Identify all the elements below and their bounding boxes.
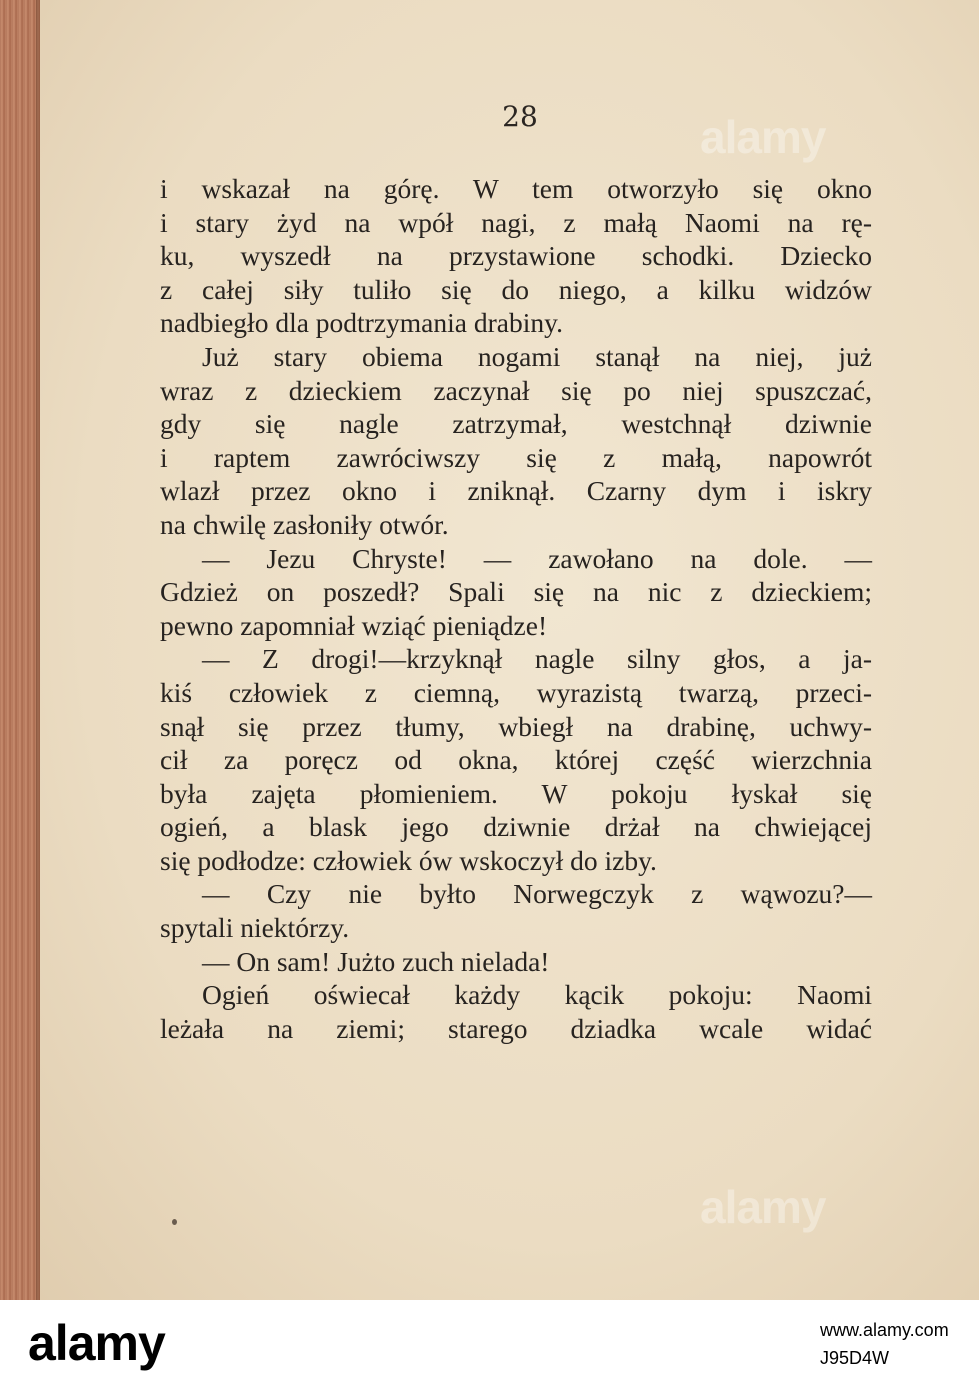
text-line: cił za poręcz od okna, której część wierzchnia xyxy=(160,744,872,776)
body-text xyxy=(160,172,872,1045)
book-page-edge xyxy=(0,0,40,1300)
ink-speck xyxy=(172,1219,177,1225)
alamy-logo: alamy xyxy=(28,1315,165,1371)
text-line: snął się przez tłumy, wbiegł na drabinę, uchwy- xyxy=(160,710,872,742)
text-line: gdy się nagle zatrzymał, westchnął dziwnie xyxy=(160,408,872,440)
text-line: — On sam! Jużto zuch nielada! xyxy=(202,945,550,977)
text-line: wraz z dzieckiem zaczynał się po niej spuszczać, xyxy=(160,374,872,406)
text-line: leżała na ziemi; starego dziadka wcale widać xyxy=(160,1012,872,1044)
text-line: i raptem zawróciwszy się z małą, napowrót xyxy=(160,441,872,473)
page-number: 28 xyxy=(502,100,538,133)
text-line: pewno zapomniał wziąć pieniądze! xyxy=(160,609,548,641)
text-line: spytali niektórzy. xyxy=(160,912,350,944)
text-line: na chwilę zasłoniły otwór. xyxy=(160,508,449,540)
image-id: J95D4W xyxy=(820,1348,890,1368)
text-line: Ogień oświecał każdy kącik pokoju: Naomi xyxy=(202,979,872,1011)
text-line: — Jezu Chryste! — zawołano na dole. — xyxy=(202,542,872,574)
text-line: i wskazał na górę. W tem otworzyło się okno xyxy=(160,173,872,204)
text-line: — Czy nie byłto Norwegczyk z wąwozu?— xyxy=(202,878,872,910)
text-line: — Z drogi!—krzyknął nagle silny głos, a ja- xyxy=(202,643,872,675)
text-line: i stary żyd na wpół nagi, z małą Naomi na rę- xyxy=(160,206,872,238)
text-line: ogień, a blask jego dziwnie drżał na chwiejącej xyxy=(160,811,872,843)
text-line: kiś człowiek z ciemną, wyrazistą twarzą, przeci- xyxy=(160,676,872,708)
footer-url: www.alamy.com xyxy=(820,1320,949,1340)
text-line: Już stary obiema nogami stanął na niej, już xyxy=(202,340,872,372)
text-line: ku, wyszedł na przystawione schodki. Dziecko xyxy=(160,240,872,272)
text-line: się podłodze: człowiek ów wskoczył do izby. xyxy=(160,844,657,876)
text-line: Gdzież on poszedł? Spali się na nic z dzieckiem; xyxy=(160,576,872,608)
text-line: z całej siły tuliło się do niego, a kilku widzów xyxy=(160,273,872,305)
text-line: wlazł przez okno i zniknął. Czarny dym i iskry xyxy=(160,475,872,507)
text-line: nadbiegło dla podtrzymania drabiny. xyxy=(160,307,563,339)
text-line: była zajęta płomieniem. W pokoju łyskał się xyxy=(160,777,872,809)
watermark-top: alamy xyxy=(700,111,826,163)
watermark-bottom: alamy xyxy=(700,1181,826,1233)
stock-footer-bar xyxy=(0,1300,979,1390)
